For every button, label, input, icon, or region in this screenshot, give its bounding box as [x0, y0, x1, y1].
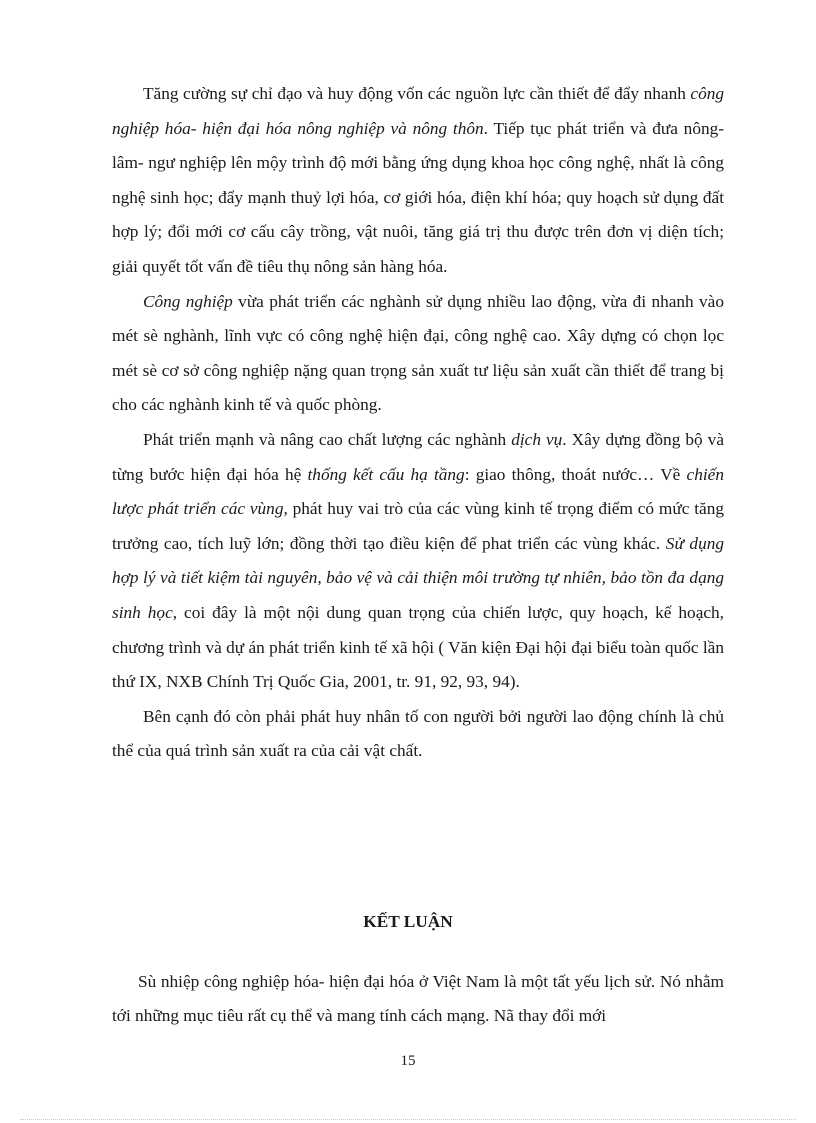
- paragraph-industry: Công nghiệp vừa phát triển các nghành sử dụng nhiều lao động, vừa đi nhanh vào mét sè nghành, lĩnh vực có công nghệ hiện đại, công nghệ cao. Xây dựng có chọn lọc mét sè cơ sở công nghiệp nặng quan trọng sản xuất tư liệu sản xuất cần thiết để trang bị cho các nghành kinh tế và quốc phòng.: [112, 291, 724, 415]
- paragraph-services: Phát triển mạnh và nâng cao chất lượng các nghành dịch vụ. Xây dựng đồng bộ và từng bước hiện đại hóa hệ thống kết cấu hạ tầng: giao thông, thoát nước… Về chiến lược phát triển các vùng, phát huy vai trò của các vùng kinh tế trọng điểm có mức tăng trưởng cao, tích luỹ lớn; đồng thời tạo điều kiện để phat triển các vùng khác. Sử dụng hợp lý và tiết kiệm tài nguyên, bảo vệ và cải thiện môi trường tự nhiên, bảo tồn đa dạng sinh học, coi đây là một nội dung quan trọng của chiến lược, quy hoạch, kế hoạch, chương trình và dự án phát triển kinh tế xã hội ( Văn kiện Đại hội đại biểu toàn quốc lần thứ IX, NXB Chính Trị Quốc Gia, 2001, tr. 91, 92, 93, 94).: [112, 429, 724, 692]
- conclusion-paragraph: Sù nhiệp công nghiệp hóa- hiện đại hóa ở Việt Nam là một tất yếu lịch sử. Nó nhằm tới những mục tiêu rất cụ thể và mang tính cách mạng. Nã thay đổi mới: [112, 972, 724, 1025]
- conclusion-text: [112, 965, 724, 1033]
- body-text: [112, 77, 724, 769]
- paragraph-agriculture: Tăng cường sự chỉ đạo và huy động vốn các nguồn lực cần thiết để đẩy nhanh công nghiệp hóa- hiện đại hóa nông nghiệp và nông thôn. Tiếp tục phát triển và đưa nông- lâm- ngư nghiệp lên mộy trình độ mới bằng ứng dụng khoa học công nghệ, nhất là công nghệ sinh học; đẩy mạnh thuỷ lợi hóa, cơ giới hóa, điện khí hóa; quy hoạch sử dụng đất hợp lý; đổi mới cơ cấu cây trồng, vật nuôi, tăng giá trị thu được trên đơn vị diện tích; giải quyết tốt vấn đề tiêu thụ nông sản hàng hóa.: [112, 84, 724, 276]
- page-bottom-divider: [20, 1119, 796, 1120]
- section-heading: KẾT LUẬN: [363, 912, 453, 931]
- paragraph-human-factor: Bên cạnh đó còn phải phát huy nhân tố con người bởi người lao động chính là chủ thể của quá trình sản xuất ra của cải vật chất.: [112, 706, 724, 761]
- page-number: 15: [400, 1053, 416, 1069]
